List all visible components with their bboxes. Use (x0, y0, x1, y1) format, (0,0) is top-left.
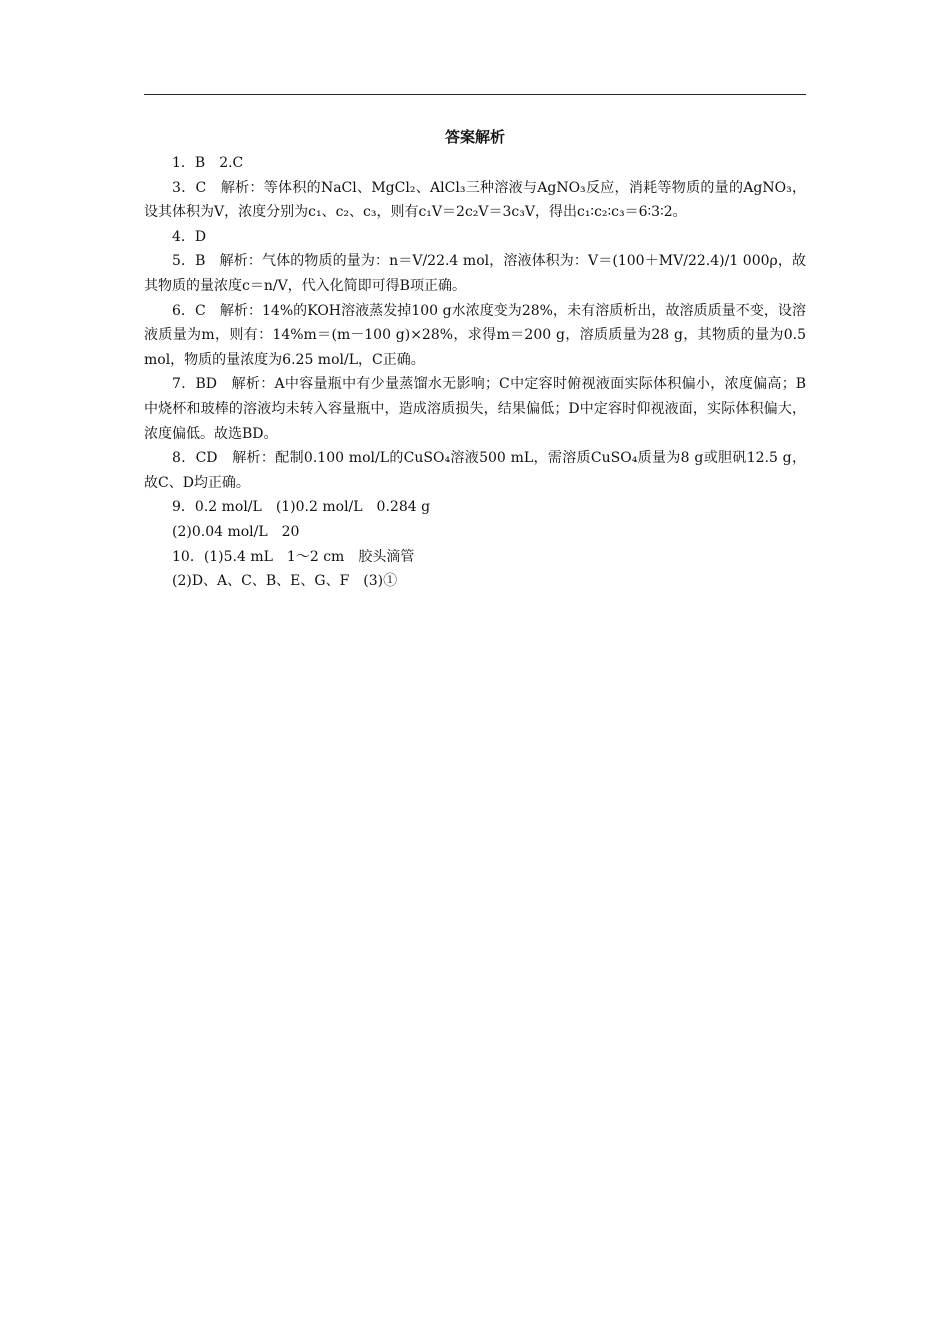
page-title: 答案解析 (444, 128, 505, 146)
answer-paragraph-10: 10．(1)5.4 mL 1～2 cm 胶头滴管 (172, 548, 415, 565)
header-rule (144, 94, 806, 95)
answer-paragraph-10-2: (2)D、A、C、B、E、G、F (3)① (172, 573, 398, 590)
answer-paragraph-3: 3．C 解析：等体积的NaCl、MgCl₂、AlCl₃三种溶液与AgNO₃反应，消耗等物质的量的AgNO₃，设其体积为V，浓度分别为c₁、c₂、c₃，则有c₁V＝2c₂V＝3c₃V，得出c₁∶c₂∶c₃＝6∶3∶2。 (144, 179, 806, 221)
answer-paragraph-5: 5．B 解析：气体的物质的量为：n＝V/22.4 mol，溶液体积为：V＝(100＋MV/22.4)/1 000ρ，故其物质的量浓度c＝n/V，代入化简即可得B项正确。 (144, 253, 806, 294)
answer-paragraph-4: 4．D (172, 228, 207, 245)
answer-paragraph-9: 9．0.2 mol/L (1)0.2 mol/L 0.284 g (172, 499, 431, 516)
answer-paragraph-1: 1．B 2.C (172, 155, 244, 171)
answer-body (144, 151, 806, 594)
answer-paragraph-6: 6．C 解析：14%的KOH溶液蒸发掉100 g水浓度变为28%，未有溶质析出，故溶质质量不变，设溶液质量为m，则有：14%m＝(m－100 g)×28%，求得m＝200 g，溶质质量为28 g，其物质的量为0.5 mol，物质的量浓度为6.25 mol/L，C正确。 (144, 302, 806, 368)
answer-paragraph-9-2: (2)0.04 mol/L 20 (172, 523, 300, 540)
answer-paragraph-7: 7．BD 解析：A中容量瓶中有少量蒸馏水无影响；C中定容时俯视液面实际体积偏小，浓度偏高；B中烧杯和玻棒的溶液均未转入容量瓶中，造成溶质损失，结果偏低；D中定容时仰视液面，实际体积偏大，浓度偏低。故选BD。 (144, 376, 806, 442)
answer-paragraph-8: 8．CD 解析：配制0.100 mol/L的CuSO₄溶液500 mL，需溶质CuSO₄质量为8 g或胆矾12.5 g，故C、D均正确。 (144, 450, 806, 491)
